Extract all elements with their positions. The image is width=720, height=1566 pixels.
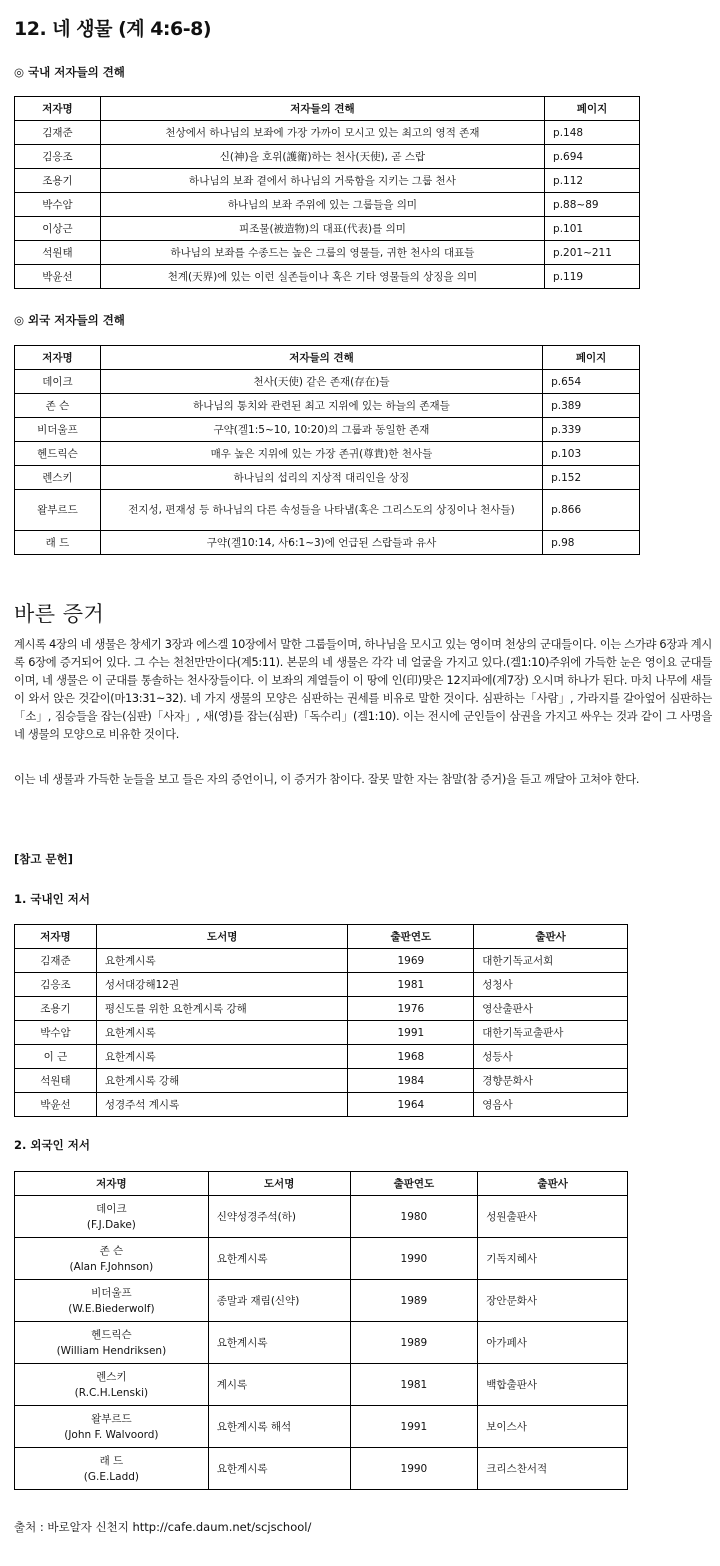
table-cell: 신약성경주석(하) — [208, 1196, 350, 1238]
table-cell: 요한계시록 — [96, 1021, 348, 1045]
table-cell: 박윤선 — [15, 1093, 97, 1117]
table-cell: 보이스사 — [478, 1406, 628, 1448]
table-row — [15, 121, 640, 145]
table-cell: 하나님의 보좌 곁에서 하나님의 거룩함을 지키는 그룹 천사 — [100, 169, 544, 193]
col-view: 저자들의 견해 — [100, 97, 544, 121]
cell-text: 데이크 — [96, 1202, 127, 1215]
cell-text: 왈부르드 — [91, 1412, 132, 1425]
table-cell: p.101 — [545, 217, 640, 241]
table-row — [15, 1069, 628, 1093]
table-cell: 요한계시록 — [208, 1322, 350, 1364]
table-cell: 하나님의 보좌 주위에 있는 그룹들을 의미 — [100, 193, 544, 217]
table-row — [15, 265, 640, 289]
table-cell: 매우 높은 지위에 있는 가장 존귀(尊貴)한 천사들 — [100, 442, 542, 466]
table-cell: 요한계시록 — [96, 949, 348, 973]
table-cell: 1981 — [350, 1364, 478, 1406]
table-cell: 신(神)을 호위(護衛)하는 천사(天使), 곧 스랍 — [100, 145, 544, 169]
table-cell: p.654 — [543, 370, 640, 394]
table-cell: 조용기 — [15, 169, 101, 193]
evidence-heading: 바른 증거 — [14, 602, 105, 626]
table-cell: 1989 — [350, 1280, 478, 1322]
table-cell: 이상근 — [15, 217, 101, 241]
table-cell — [15, 1280, 209, 1322]
table-cell: 1984 — [348, 1069, 474, 1093]
col-publisher: 출판사 — [474, 925, 628, 949]
table-cell: 성원출판사 — [478, 1196, 628, 1238]
table-cell: 계시록 — [208, 1364, 350, 1406]
table-row — [15, 1021, 628, 1045]
table-row — [15, 241, 640, 265]
evidence-paragraph-2: 이는 네 생물과 가득한 눈들을 보고 들은 자의 증언이니, 이 증거가 참이다. 잘못 말한 자는 참말(참 증거)을 듣고 깨달아 고쳐야 한다. — [14, 773, 640, 786]
cell-text: 래 드 — [99, 1454, 124, 1467]
table-cell: 피조물(被造物)의 대표(代表)를 의미 — [100, 217, 544, 241]
table-cell: 왈부르드 — [15, 490, 101, 531]
table-cell: 1964 — [348, 1093, 474, 1117]
table-cell: 종말과 재림(신약) — [208, 1280, 350, 1322]
cell-text: 렌스키 — [96, 1370, 127, 1383]
cell-text: 헨드릭슨 — [91, 1328, 132, 1341]
evidence-paragraph-1: 계시록 4장의 네 생물은 창세기 3장과 에스겔 10장에서 말한 그룹들이며, 하나님을 모시고 있는 영이며 천상의 군대들이다. 이는 스가랴 6장과 계시록 6장에 증거되어 있다. 그 수는 천천만만이다(계5:11). 본문의 네 생물은 각각 네 얼굴을 가지고 있다.(겔1:10)주위에 가득한 눈은 영이요 군대들이며, 네 생물은 이 군대를 통솔하는 천사장들이다. 이 보좌의 계열들이 이 땅에 인(印)맞은 12지파에(계7장) 오시며 하나가 된다. 마치 나무에 새들이 와서 앉은 것같이(마13:31~32). 네 가지 생물의 모양은 심판하는 권세를 비유로 말한 것이다. 심판하는「사람」, 가라지를 갈아엎어 심판하는「소」, 짐승들을 잡는(심판)「사자」, 새(영)를 잡는(심판)「독수리」(겔1:10). 이는 전시에 군인들이 삼권을 가지고 싸우는 것과 같이 그 사명을 네 생물의 모양으로 비유한 것이다. — [14, 638, 712, 741]
table-cell: 1991 — [348, 1021, 474, 1045]
table-cell: 1989 — [350, 1322, 478, 1364]
table-row — [15, 997, 628, 1021]
table-cell: p.866 — [543, 490, 640, 531]
col-year: 출판연도 — [348, 925, 474, 949]
table-cell — [15, 1322, 209, 1364]
korean-books-table — [14, 924, 628, 1117]
cell-text: (R.C.H.Lenski) — [74, 1386, 149, 1399]
table-cell: p.339 — [543, 418, 640, 442]
table-cell: 석원태 — [15, 241, 101, 265]
foreign-books-table — [14, 1171, 628, 1490]
table-cell: 요한계시록 — [96, 1045, 348, 1069]
table-cell: 성서대강해12권 — [96, 973, 348, 997]
table-cell: 1990 — [350, 1238, 478, 1280]
table-cell: 김응조 — [15, 973, 97, 997]
col-author: 저자명 — [15, 97, 101, 121]
table-cell: p.201~211 — [545, 241, 640, 265]
table-cell: 성경주석 계시록 — [96, 1093, 348, 1117]
foreign-views-table — [14, 345, 640, 555]
cell-text: (John F. Walvoord) — [64, 1428, 159, 1441]
table-row — [15, 169, 640, 193]
domestic-views-heading: ◎ 국내 저자들의 견해 — [14, 65, 125, 79]
table-cell: 비더울프 — [15, 418, 101, 442]
table-cell: p.88~89 — [545, 193, 640, 217]
table-row — [15, 949, 628, 973]
table-cell: 1981 — [348, 973, 474, 997]
table-cell: 아가페사 — [478, 1322, 628, 1364]
table-row — [15, 1448, 628, 1490]
table-cell: p.119 — [545, 265, 640, 289]
table-cell: p.694 — [545, 145, 640, 169]
table-row — [15, 217, 640, 241]
table-row — [15, 394, 640, 418]
table-cell: 천사(天使) 같은 존재(存在)들 — [100, 370, 542, 394]
table-cell: 요한계시록 — [208, 1448, 350, 1490]
table-cell: 구약(겔10:14, 사6:1~3)에 언급된 스랍들과 유사 — [100, 531, 542, 555]
table-cell: 영음사 — [474, 1093, 628, 1117]
table-cell: 1990 — [350, 1448, 478, 1490]
col-author: 저자명 — [15, 925, 97, 949]
table-cell: 1969 — [348, 949, 474, 973]
col-author: 저자명 — [15, 346, 101, 370]
table-cell: 영산출판사 — [474, 997, 628, 1021]
domestic-views-table — [14, 96, 640, 289]
table-cell: 크리스찬서적 — [478, 1448, 628, 1490]
table-cell: 1976 — [348, 997, 474, 1021]
table-cell: 헨드릭슨 — [15, 442, 101, 466]
table-row — [15, 531, 640, 555]
page-title: 12. 네 생물 (계 4:6-8) — [14, 18, 212, 40]
table-row — [15, 442, 640, 466]
table-cell: 성청사 — [474, 973, 628, 997]
table-cell: 김응조 — [15, 145, 101, 169]
table-cell: 1980 — [350, 1196, 478, 1238]
table-cell: 김재준 — [15, 121, 101, 145]
table-cell: 박윤선 — [15, 265, 101, 289]
cell-text: 존 슨 — [99, 1244, 124, 1257]
table-cell: 대한기독교출판사 — [474, 1021, 628, 1045]
table-row — [15, 1238, 628, 1280]
table-cell: 경향문화사 — [474, 1069, 628, 1093]
table-cell: p.103 — [543, 442, 640, 466]
col-page: 페이지 — [543, 346, 640, 370]
table-row — [15, 973, 628, 997]
col-year: 출판연도 — [350, 1172, 478, 1196]
table-cell: 이 근 — [15, 1045, 97, 1069]
table-cell: 래 드 — [15, 531, 101, 555]
table-cell: 박수암 — [15, 1021, 97, 1045]
col-book-title: 도서명 — [96, 925, 348, 949]
table-cell: 하나님의 보좌를 수종드는 높은 그룹의 영물들, 귀한 천사의 대표들 — [100, 241, 544, 265]
table-cell: 전지성, 편재성 등 하나님의 다른 속성들을 나타냄(혹은 그리스도의 상징이나 천사들) — [100, 490, 542, 531]
references-heading: [참고 문헌] — [14, 852, 73, 866]
table-cell: 천상에서 하나님의 보좌에 가장 가까이 모시고 있는 최고의 영적 존재 — [100, 121, 544, 145]
cell-text: (William Hendriksen) — [56, 1344, 167, 1357]
col-book-title: 도서명 — [208, 1172, 350, 1196]
table-cell: 평신도를 위한 요한계시록 강해 — [96, 997, 348, 1021]
col-view: 저자들의 견해 — [100, 346, 542, 370]
table-cell: 천계(天界)에 있는 이런 실존들이나 혹은 기타 영물들의 상징을 의미 — [100, 265, 544, 289]
col-author: 저자명 — [15, 1172, 209, 1196]
korean-books-heading: 1. 국내인 저서 — [14, 892, 90, 906]
col-publisher: 출판사 — [478, 1172, 628, 1196]
table-cell: 요한계시록 — [208, 1238, 350, 1280]
table-cell: 기독지혜사 — [478, 1238, 628, 1280]
table-cell: p.148 — [545, 121, 640, 145]
table-row — [15, 145, 640, 169]
table-cell: 1968 — [348, 1045, 474, 1069]
table-cell: 박수암 — [15, 193, 101, 217]
source-line: 출처 : 바로알자 신천지 http://cafe.daum.net/scjschool/ — [14, 1520, 312, 1534]
table-row — [15, 418, 640, 442]
table-row — [15, 466, 640, 490]
cell-text: (Alan F.Johnson) — [69, 1260, 154, 1273]
col-page: 페이지 — [545, 97, 640, 121]
foreign-views-heading: ◎ 외국 저자들의 견해 — [14, 313, 125, 327]
table-cell: 1991 — [350, 1406, 478, 1448]
table-cell: 하나님의 섭리의 지상적 대리인을 상징 — [100, 466, 542, 490]
table-cell: 렌스키 — [15, 466, 101, 490]
table-row — [15, 490, 640, 531]
table-cell: 백합출판사 — [478, 1364, 628, 1406]
cell-text: (G.E.Ladd) — [83, 1470, 140, 1483]
table-cell: 구약(겔1:5~10, 10:20)의 그룹과 동일한 존재 — [100, 418, 542, 442]
cell-text: (F.J.Dake) — [86, 1218, 136, 1231]
table-cell — [15, 1196, 209, 1238]
table-cell: 석원태 — [15, 1069, 97, 1093]
table-row — [15, 1045, 628, 1069]
table-row — [15, 370, 640, 394]
table-cell: 요한계시록 해석 — [208, 1406, 350, 1448]
table-cell — [15, 1448, 209, 1490]
table-row — [15, 1406, 628, 1448]
cell-text: 비더울프 — [91, 1286, 132, 1299]
table-cell: 데이크 — [15, 370, 101, 394]
table-row — [15, 1364, 628, 1406]
table-cell — [15, 1406, 209, 1448]
table-cell: p.112 — [545, 169, 640, 193]
table-cell: p.98 — [543, 531, 640, 555]
table-row — [15, 193, 640, 217]
table-cell — [15, 1238, 209, 1280]
table-cell: 장안문화사 — [478, 1280, 628, 1322]
table-cell: 하나님의 통치와 관련된 최고 지위에 있는 하늘의 존재들 — [100, 394, 542, 418]
table-cell: p.389 — [543, 394, 640, 418]
table-cell — [15, 1364, 209, 1406]
table-row — [15, 1093, 628, 1117]
table-row — [15, 1280, 628, 1322]
table-cell: 존 슨 — [15, 394, 101, 418]
foreign-books-heading: 2. 외국인 저서 — [14, 1138, 90, 1152]
table-cell: 조용기 — [15, 997, 97, 1021]
table-cell: 요한계시록 강해 — [96, 1069, 348, 1093]
cell-text: (W.E.Biederwolf) — [68, 1302, 155, 1315]
table-row — [15, 1196, 628, 1238]
table-cell: p.152 — [543, 466, 640, 490]
table-cell: 대한기독교서회 — [474, 949, 628, 973]
table-cell: 김재준 — [15, 949, 97, 973]
table-row — [15, 1322, 628, 1364]
table-cell: 성등사 — [474, 1045, 628, 1069]
